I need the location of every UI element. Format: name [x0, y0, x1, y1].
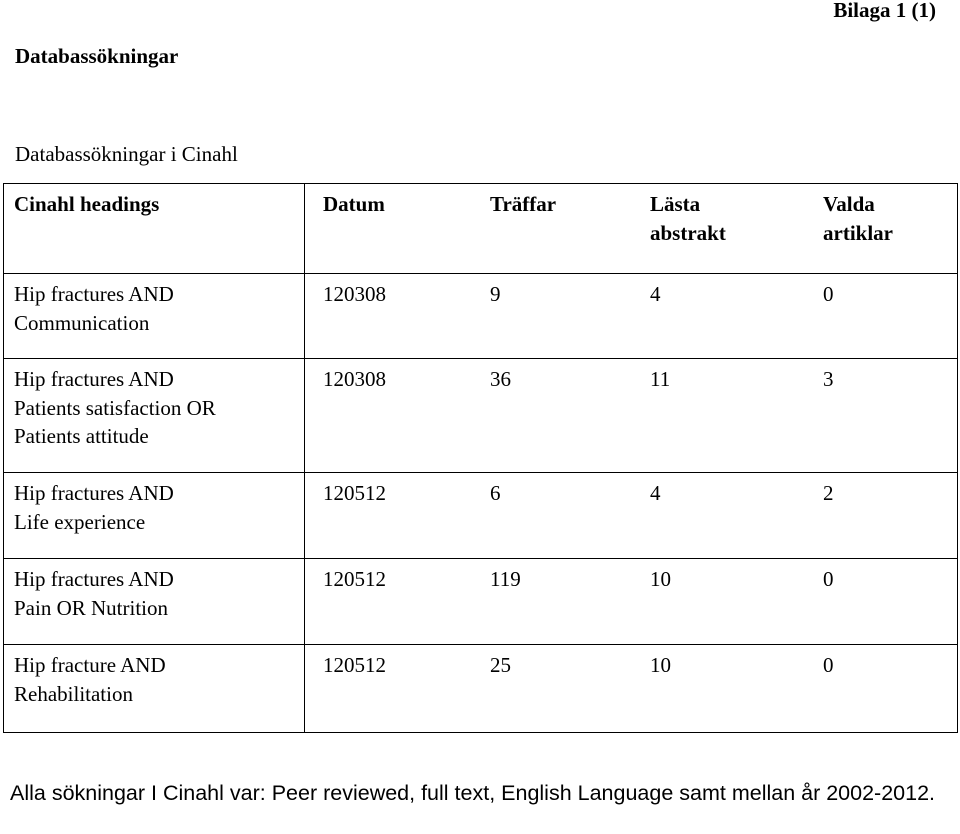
- header-lasta-line-1: Lästa: [650, 192, 701, 216]
- table-row: [4, 274, 958, 359]
- heading-line: Communication: [14, 310, 150, 335]
- lasta-value: 4: [650, 282, 661, 306]
- values-cell: [305, 473, 958, 559]
- header-cell-headings: [4, 184, 305, 274]
- table-row: [4, 645, 958, 733]
- datum-value: 120512: [323, 481, 386, 505]
- lasta-value: 11: [650, 367, 671, 391]
- heading-line: Rehabilitation: [14, 681, 133, 706]
- datum-value: 120308: [323, 282, 386, 306]
- lasta-value: 10: [650, 653, 671, 677]
- heading-line: Pain OR Nutrition: [14, 595, 169, 620]
- traffar-value: 6: [490, 481, 501, 505]
- page-subtitle: Databassökningar i Cinahl: [15, 142, 238, 166]
- valda-value: 2: [823, 481, 834, 505]
- header-traffar: Träffar: [490, 192, 557, 216]
- page-title: Databassökningar: [15, 44, 179, 68]
- header-lasta-line-2: abstrakt: [650, 220, 726, 245]
- heading-line: Hip fractures AND: [14, 367, 174, 391]
- lasta-value: 10: [650, 567, 671, 591]
- values-cell: [305, 274, 958, 359]
- traffar-value: 25: [490, 653, 511, 677]
- heading-cell: [4, 559, 305, 645]
- traffar-value: 36: [490, 367, 511, 391]
- heading-cell: [4, 645, 305, 733]
- heading-cell: [4, 473, 305, 559]
- header-valda-artiklar: [823, 190, 893, 247]
- valda-value: 0: [823, 567, 834, 591]
- values-cell: [305, 645, 958, 733]
- appendix-label: Bilaga 1 (1): [833, 0, 936, 22]
- search-table: [3, 183, 958, 733]
- heading-line: Hip fracture AND: [14, 653, 166, 677]
- datum-value: 120308: [323, 367, 386, 391]
- heading-line: Hip fractures AND: [14, 282, 174, 306]
- heading-line: Hip fractures AND: [14, 567, 174, 591]
- heading-line: Life experience: [14, 509, 146, 534]
- heading-cell: [4, 274, 305, 359]
- heading-line: Patients satisfaction OR: [14, 395, 216, 420]
- heading-cell: [4, 359, 305, 473]
- table-row: [4, 359, 958, 473]
- table-row: [4, 473, 958, 559]
- header-cinahl-headings: Cinahl headings: [14, 192, 160, 216]
- header-valda-line-1: Valda: [823, 192, 875, 216]
- header-cell-values: [305, 184, 958, 274]
- heading-line: Patients attitude: [14, 424, 149, 448]
- valda-value: 3: [823, 367, 834, 391]
- search-criteria-note: Alla sökningar I Cinahl var: Peer reviewed, full text, English Language samt mellan år 2002-2012.: [10, 781, 936, 805]
- header-valda-line-2: artiklar: [823, 220, 893, 245]
- traffar-value: 119: [490, 567, 521, 591]
- header-datum: Datum: [323, 192, 385, 216]
- header-row: [4, 184, 958, 274]
- datum-value: 120512: [323, 567, 386, 591]
- values-cell: [305, 559, 958, 645]
- table-row: [4, 559, 958, 645]
- datum-value: 120512: [323, 653, 386, 677]
- values-cell: [305, 359, 958, 473]
- heading-line: Hip fractures AND: [14, 481, 174, 505]
- valda-value: 0: [823, 653, 834, 677]
- header-lasta-abstrakt: [650, 190, 726, 247]
- valda-value: 0: [823, 282, 834, 306]
- traffar-value: 9: [490, 282, 501, 306]
- lasta-value: 4: [650, 481, 661, 505]
